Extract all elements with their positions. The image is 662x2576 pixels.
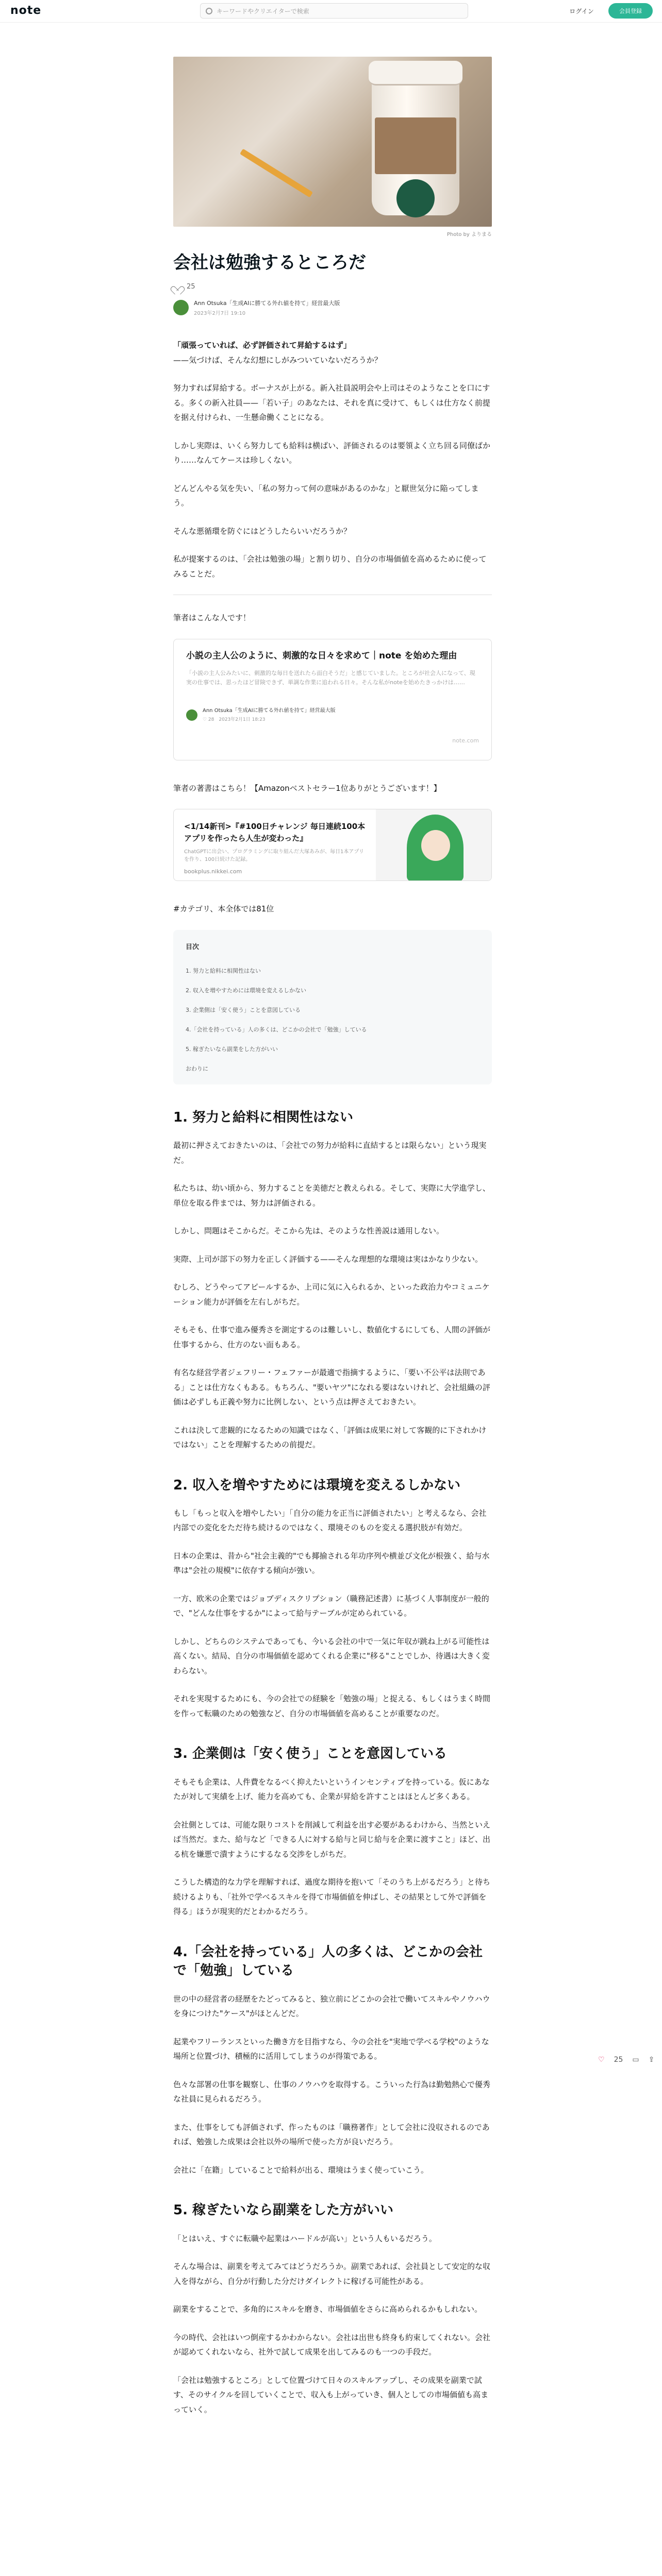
toc-item[interactable]: 1. 努力と給料に相関性はない xyxy=(186,967,261,974)
card-site: note.com xyxy=(452,737,479,744)
author-info[interactable] xyxy=(173,299,492,316)
paragraph: それを実現するためにも、今の会社での経験を「勉強の場」と捉える、もしくはうまく時間を作って転職のための勉強など、自分の市場価値を高めることが重要なのだ。 xyxy=(173,1694,491,1718)
hero-image xyxy=(173,57,492,227)
search-input[interactable] xyxy=(200,3,468,19)
section-3 xyxy=(173,1744,492,1919)
signup-button[interactable]: 会員登録 xyxy=(608,3,653,19)
embedded-note-card[interactable] xyxy=(173,639,492,760)
section-heading: 2. 収入を増やすためには環境を変えるしかない xyxy=(173,1477,461,1493)
paragraph: これは決して悲観的になるための知識ではなく、「評価は成果に対して客観的に下されかけではない」ことを理解するための前提だ。 xyxy=(173,1425,487,1450)
article-title: 会社は勉強するところだ xyxy=(173,252,366,273)
card-author xyxy=(186,706,479,724)
comment-icon[interactable]: ▭ xyxy=(632,2056,639,2064)
article xyxy=(173,57,492,2430)
like-icon[interactable]: ♡ xyxy=(598,2056,605,2064)
login-button[interactable]: ログイン xyxy=(569,7,594,15)
intro-paragraph: そんな悪循環を防ぐにはどうしたらいいだろうか？ xyxy=(173,526,352,536)
pencil-illustration xyxy=(240,149,313,198)
section-4 xyxy=(173,1943,492,2177)
section-heading: 5. 稼ぎたいなら副業をした方がいい xyxy=(173,2202,394,2218)
toc-item[interactable]: おわりに xyxy=(186,1065,208,1072)
section-heading: 1. 努力と給料に相関性はない xyxy=(173,1109,354,1125)
section-1 xyxy=(173,1108,492,1452)
intro-paragraph: どんどんやる気を失い、「私の努力って何の意味があるのかな」と厭世気分に陥ってしまう。 xyxy=(173,483,479,508)
book-cover-image xyxy=(376,809,491,881)
toc-item[interactable]: 3. 企業側は「安く使う」ことを意図している xyxy=(186,1006,301,1013)
card-author-name: Ann Otsuka「生成AIに勝てる外れ値を持て」経営最大版 xyxy=(203,708,336,714)
paragraph: 起業やフリーランスといった働き方を目指すなら、今の会社を"実地で学べる学校"のような場所と位置づけ、積極的に活用してしまうのが得策である。 xyxy=(173,2037,489,2061)
toc-item[interactable]: 5. 稼ぎたいなら副業をした方がいい xyxy=(186,1045,278,1053)
paragraph: 日本の企業は、昔から"社会主義的"でも揶揄される年功序列や横並び文化が根強く、給与水準は"会社の規模"に依存する傾向が強い。 xyxy=(173,1551,490,1575)
photo-credit: Photo by よりまる xyxy=(446,232,492,238)
paragraph: しかし、問題はそこからだ。そこから先は、そのような性善説は通用しない。 xyxy=(173,1226,444,1236)
section-2 xyxy=(173,1476,492,1721)
paragraph: 実際、上司が部下の努力を正しく評価する——そんな理想的な環境は実はかなり少ない。 xyxy=(173,1254,483,1264)
header xyxy=(0,0,662,23)
paragraph: 有名な経営学者ジェフリー・フェファーが最適で指摘するように、「要い不公平は法則である」ことは仕方なくもある。もちろん、"要いヤツ"になれる要はないけれど、会社組織の評価は必ずしも正義や努力に比例しない、という点は押さえておきたい。 xyxy=(173,1368,490,1407)
paragraph: そもそも、仕事で進み優秀さを測定するのは難しいし、数値化するにしても、人間の評価が仕事するから、仕方のない面もある。 xyxy=(173,1325,491,1349)
ext-desc: ChatGPTに出会い、プログラミングに取り組んだ大塚あみが、毎日1本アプリを作り、100日続けた記録。 xyxy=(184,849,365,863)
card-title[interactable]: 小説の主人公のように、刺激的な日々を求めて｜note を始めた理由 xyxy=(186,650,457,661)
table-of-contents xyxy=(173,930,492,1084)
paragraph: そもそも企業は、人件費をなるべく抑えたいというインセンティブを持っている。仮にあなたが対して実績を上げ、能力を高めても、企業が昇給を許すことはほとんど多くある。 xyxy=(173,1777,490,1802)
card-meta: ♡ 28 2023年2月1日 18:23 xyxy=(203,717,266,723)
author-avatar[interactable] xyxy=(173,300,189,315)
toc-heading[interactable]: 目次 xyxy=(186,943,200,951)
share-icon[interactable]: ⇪ xyxy=(648,2056,655,2064)
paragraph: こうした構造的な力学を理解すれば、過度な期待を抱いて「そのうち上がるだろう」と待ち続けるよりも、「社外で学べるスキルを得て市場価値を伸ばし、その結果として外で評価を得る」ほうが現実的だとわかるだろう。 xyxy=(173,1877,491,1917)
floating-like-count: 25 xyxy=(614,2056,623,2064)
card-description: 「小説の主人公みたいに、刺激的な毎日を送れたら面白そうだ」と感じていました。ところが社会人になって、現実の仕事では、思ったほど冒険できず、単調な作業に追われる日々。そんな私がnoteを始めたきっかけは…… xyxy=(186,670,475,686)
heart-icon[interactable] xyxy=(173,283,181,290)
intro-line: 「頑張っていれば、必ず評価されて昇給するはず」 xyxy=(173,341,352,350)
section-heading: 3. 企業側は「安く使う」ことを意図している xyxy=(173,1746,448,1762)
search-icon xyxy=(206,8,212,14)
like-count-value: 25 xyxy=(187,282,195,291)
intro-paragraph: 私が提案するのは、「会社は勉強の場」と割り切り、自分の市場価値を高めるために使ってみることだ。 xyxy=(173,554,487,579)
paragraph: 副業をすることで、多角的にスキルを磨き、市場価値をさらに高められるかもしれない。 xyxy=(173,2304,482,2314)
external-link-card[interactable] xyxy=(173,809,492,881)
intro-line: ——気づけば、そんな幻想にしがみついていないだろうか？ xyxy=(173,355,382,365)
intro-paragraph: しかし実際は、いくら努力しても給料は横ばい、評価されるのは要領よく立ち回る同僚ばかり……なんてケースは珍しくない。 xyxy=(173,440,491,465)
paragraph: 会社側としては、可能な限りコストを削減して利益を出す必要があるわけから、当然といえば当然だ。また、給与など「できる人に対する給与と同じ給与を企業に渡すこと」ほど、出る杭を嫌悪で潰すようにするなる交渉をしがちだ。 xyxy=(173,1820,491,1859)
card-author-avatar xyxy=(186,709,197,721)
paragraph: また、仕事をしても評価されず、作ったものは「職務著作」として会社に没収されるのであれば、勉強した成果は会社以外の場所で使った方が良いだろう。 xyxy=(173,2122,490,2147)
paragraph: そんな場合は、副業を考えてみてはどうだろうか。副業であれば、会社員として安定的な収入を得ながら、自分が行動した分だけダイレクトに稼げる可能性がある。 xyxy=(173,2262,491,2286)
floating-action-bar xyxy=(598,2056,654,2064)
section-5 xyxy=(173,2201,492,2417)
toc-item[interactable]: 2. 収入を増やすためには環境を変えるしかない xyxy=(186,987,306,994)
toc-item[interactable]: 4.「会社を持っている」人の多くは、どこかの会社で「勉強」している xyxy=(186,1026,367,1033)
paragraph: 今の時代、会社はいつ倒産するかわからない。会社は出世も終身も約束してくれない。会社が認めてくれないなら、社外で試して成果を出してみるのも一つの手段だ。 xyxy=(173,2332,491,2357)
ext-url: bookplus.nikkei.com xyxy=(184,868,242,875)
category: #カテゴリ、本全体では81位 xyxy=(173,904,274,914)
section-heading: 4.「会社を持っている」人の多くは、どこかの会社で「勉強」している xyxy=(173,1944,483,1979)
search-placeholder: キーワードやクリエイターで検索 xyxy=(217,7,309,15)
paragraph: しかし、どちらのシステムであっても、今いる会社の中で一気に年収が跳ね上がる可能性は高くない。結局、自分の市場価値を認めてくれる企業に"移る"ことでしか、待遇は大きく変わらない。 xyxy=(173,1636,490,1675)
paragraph: 最初に押さえておきたいのは、「会社での努力が給料に直結するとは限らない」という現実だ。 xyxy=(173,1141,487,1165)
intro-paragraph: 努力すれば昇給する。ボーナスが上がる。新入社員説明会や上司はそのようなことを口にする。多くの新入社員——「若い子」のあなたは、それを真に受けて、もしくは仕方なく前提を据え付けられ、一生懸命働くことになる。 xyxy=(173,383,490,422)
book-intro: 筆者の著書はこちら！【Amazonベストセラー1位ありがとうございます！】 xyxy=(173,783,441,793)
paragraph: 会社に「在籍」していることで給料が出る、環境はうまく使っていこう。 xyxy=(173,2165,429,2175)
paragraph: もし「もっと収入を増やしたい」「自分の能力を正当に評価されたい」と考えるなら、会社内部での変化をただ待ち続けるのではなく、環境そのものを変える選択肢が有効だ。 xyxy=(173,1508,487,1533)
paragraph: 一方、欧米の企業ではジョブディスクリプション（職務記述書）に基づく人事制度が一般的で、"どんな仕事をするか"によって給与テーブルが定められている。 xyxy=(173,1594,489,1618)
like-count[interactable] xyxy=(173,281,492,292)
coffee-cup-illustration xyxy=(372,61,459,215)
paragraph: 色々な部署の仕事を観察し、仕事のノウハウを取得する。こういった行為は勤勉熱心で優秀な社員に見られるだろう。 xyxy=(173,2079,491,2104)
self-intro: 筆者はこんな人です！ xyxy=(173,613,251,623)
article-body xyxy=(173,338,492,2417)
note-logo[interactable]: note xyxy=(10,4,42,17)
paragraph: 「とはいえ、すぐに転職や起業はハードルが高い」という人もいるだろう。 xyxy=(173,2233,437,2243)
ext-title[interactable]: <1/14新刊>『#100日チャレンジ 毎日連続100本アプリを作ったら人生が変わった』 xyxy=(184,822,366,843)
paragraph: 私たちは、幼い頃から、努力することを美徳だと教えられる。そして、実際に大学進学し、単位を取る件までは、努力は評価される。 xyxy=(173,1183,490,1208)
paragraph: むしろ、どうやってアピールするか、上司に気に入られるか、といった政治力やコミュニケーション能力が評価を左右しがちだ。 xyxy=(173,1282,490,1307)
publish-date: 2023年2月7日 19:10 xyxy=(194,311,246,317)
paragraph: 世の中の経営者の経歴をたどってみると、独立前にどこかの会社で働いてスキルやノウハウを身につけた"ケース"がほとんどだ。 xyxy=(173,1994,490,2019)
author-name[interactable]: Ann Otsuka「生成AIに勝てる外れ値を持て」経営最大版 xyxy=(194,300,340,307)
paragraph: 「会社は勉強するところ」として位置づけて日々のスキルアップし、その成果を副業で試す、そのサイクルを回していくことで、収入も上がっていき、個人としての市場価値も高まっていく。 xyxy=(173,2375,489,2414)
